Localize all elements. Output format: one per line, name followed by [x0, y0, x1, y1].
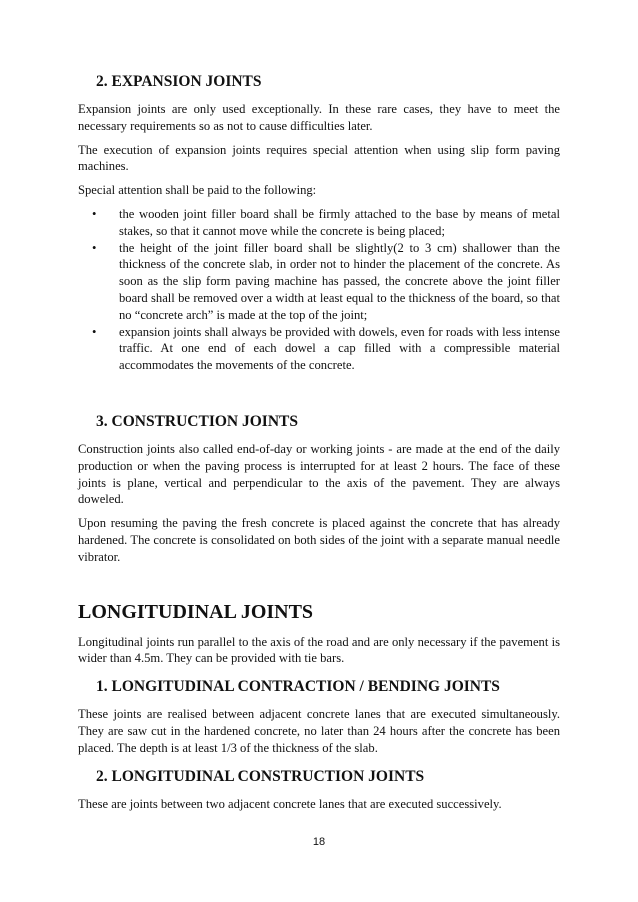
construction-paragraph-1: Construction joints also called end-of-day or working joints - are made at the end of the daily production or when the paving process is interrupted for at least 2 hours. The face of these joints is plane, vertical and perpendicular to the axis of the pavement. They are always doweled.: [78, 441, 560, 507]
construction-paragraph-2: Upon resuming the paving the fresh concrete is placed against the concrete that has already hardened. The concrete is consolidated on both sides of the joint with a separate manual needle vibrator.: [78, 516, 560, 564]
expansion-paragraph-2: The execution of expansion joints requires special attention when using slip form paving machines.: [78, 142, 560, 174]
page-content: [78, 72, 560, 819]
page-number: 18: [312, 836, 326, 848]
list-item: • the wooden joint filler board shall be firmly attached to the base by means of metal stakes, so that it cannot move while the concrete is being placed;: [92, 206, 560, 238]
bullet-icon: •: [92, 324, 97, 339]
bullet-icon: •: [92, 206, 97, 221]
list-item: • the height of the joint filler board shall be slightly(2 to 3 cm) shallower than the thickness of the concrete slab, in order not to hinder the placement of the concrete. As soon as the slip form paving machine has passed, the concrete above the joint filler board shall be removed over a width at least equal to the thickness of the board, so that no “concrete arch” is made at the top of the joint;: [92, 240, 560, 322]
bullet-icon: •: [92, 240, 97, 255]
list-item: • expansion joints shall always be provided with dowels, even for roads with less intense traffic. At one end of each dowel a cap filled with a compressible material accommodates the movements of the concrete.: [92, 324, 560, 373]
longitudinal-joints-heading: LONGITUDINAL JOINTS: [78, 600, 314, 623]
expansion-paragraph-1: Expansion joints are only used exceptionally. In these rare cases, they have to meet the necessary requirements so as not to cause difficulties later.: [78, 102, 560, 133]
longitudinal-construction-paragraph: These are joints between two adjacent concrete lanes that are executed successively.: [78, 796, 502, 811]
longitudinal-paragraph-1: Longitudinal joints run parallel to the axis of the road and are only necessary if the pavement is wider than 4.5m. They can be provided with tie bars.: [78, 634, 560, 666]
longitudinal-contraction-heading: 1. LONGITUDINAL CONTRACTION / BENDING JOINTS: [96, 678, 500, 696]
expansion-joints-heading: 2. EXPANSION JOINTS: [96, 73, 262, 90]
longitudinal-construction-heading: 2. LONGITUDINAL CONSTRUCTION JOINTS: [96, 767, 425, 785]
longitudinal-contraction-paragraph: These joints are realised between adjacent concrete lanes that are executed simultaneously. They are saw cut in the hardened concrete, no later than 24 hours after the concrete has been placed. The depth is at least 1/3 of the thickness of the slab.: [78, 707, 560, 755]
expansion-bullet-list: [78, 206, 560, 374]
expansion-paragraph-3: Special attention shall be paid to the following:: [78, 183, 317, 198]
construction-joints-heading: 3. CONSTRUCTION JOINTS: [96, 412, 298, 430]
